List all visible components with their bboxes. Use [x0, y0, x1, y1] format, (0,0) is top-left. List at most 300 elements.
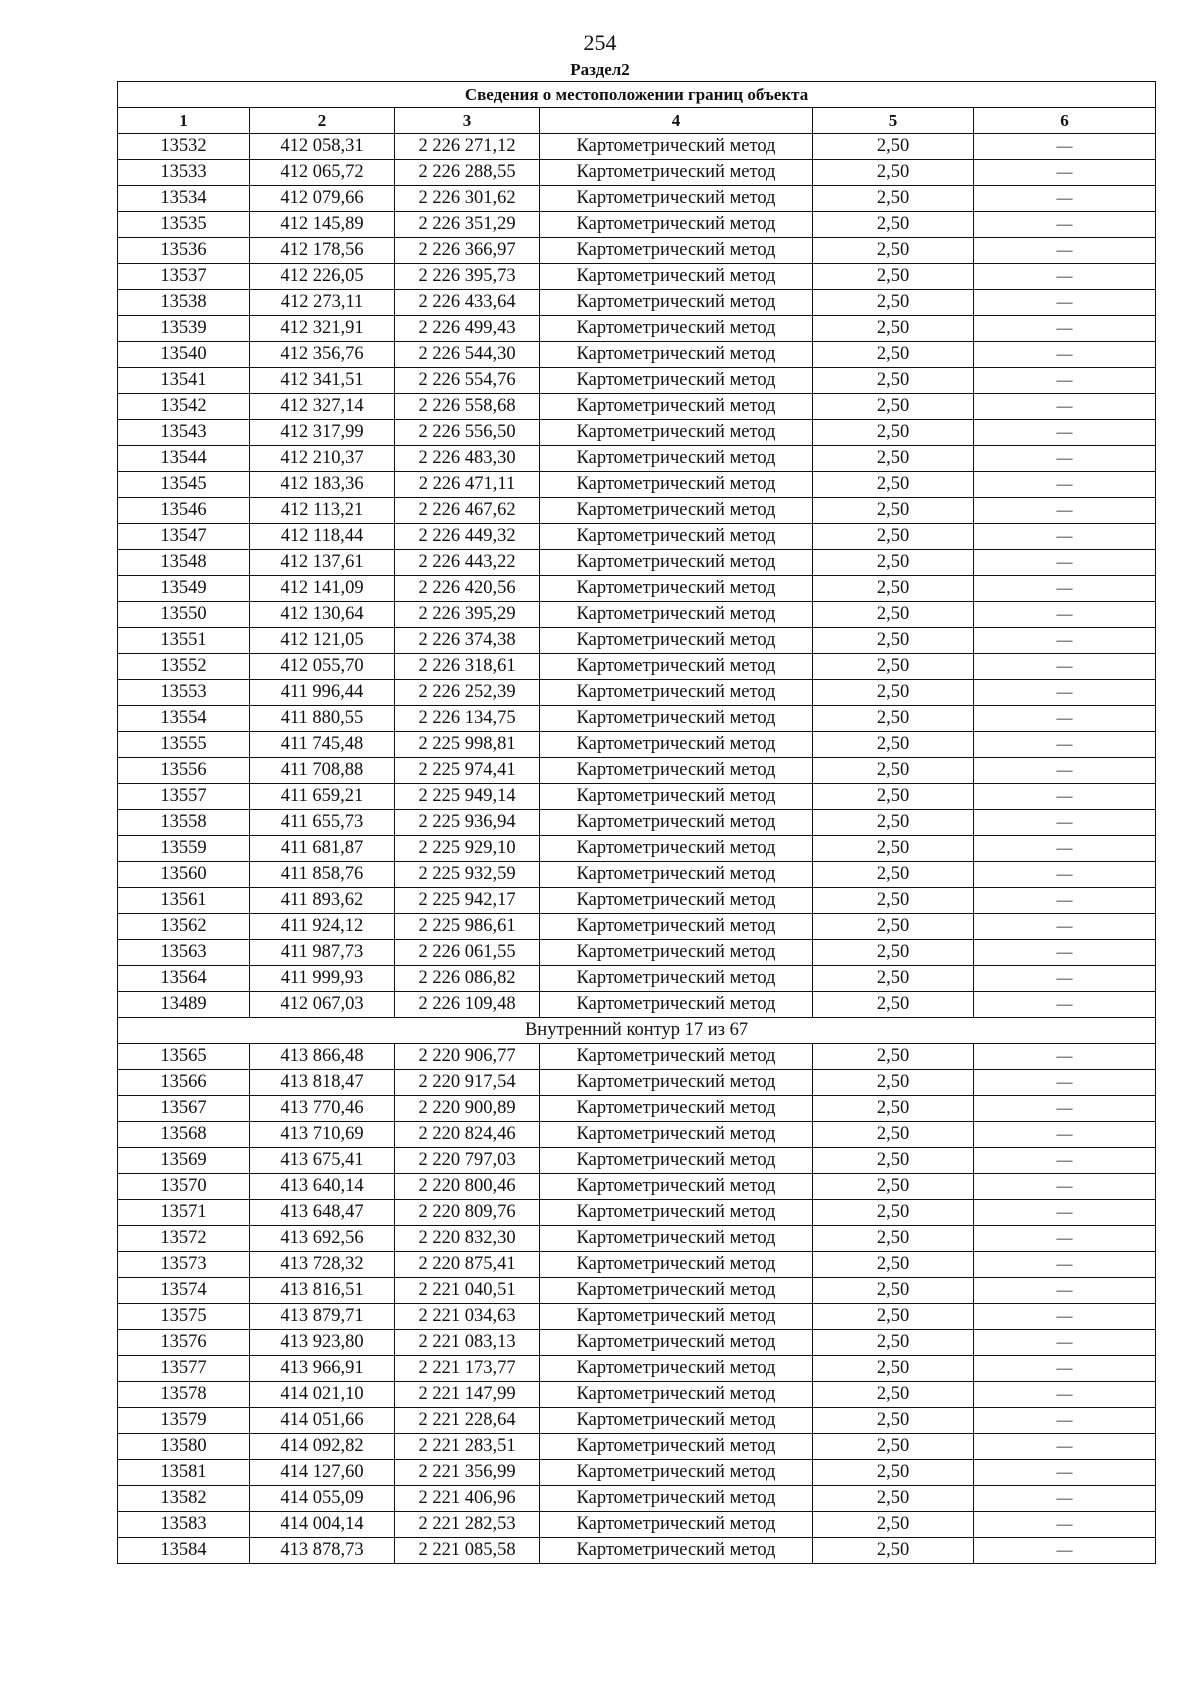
accuracy-cell: 2,50 [813, 1278, 974, 1304]
point-number-cell: 13489 [118, 992, 250, 1018]
accuracy-cell: 2,50 [813, 706, 974, 732]
note-cell: — [974, 498, 1156, 524]
x-coordinate-cell: 412 327,14 [250, 394, 395, 420]
table-row [118, 212, 1156, 238]
point-number-cell: 13578 [118, 1382, 250, 1408]
column-number: 4 [540, 108, 813, 134]
table-row [118, 394, 1156, 420]
y-coordinate-cell: 2 221 034,63 [395, 1304, 540, 1330]
accuracy-cell: 2,50 [813, 446, 974, 472]
point-number-cell: 13557 [118, 784, 250, 810]
method-cell: Картометрический метод [540, 732, 813, 758]
column-number: 1 [118, 108, 250, 134]
y-coordinate-cell: 2 225 932,59 [395, 862, 540, 888]
point-number-cell: 13542 [118, 394, 250, 420]
method-cell: Картометрический метод [540, 1382, 813, 1408]
accuracy-cell: 2,50 [813, 1226, 974, 1252]
table-row [118, 862, 1156, 888]
y-coordinate-cell: 2 221 406,96 [395, 1486, 540, 1512]
x-coordinate-cell: 412 137,61 [250, 550, 395, 576]
note-cell: — [974, 472, 1156, 498]
accuracy-cell: 2,50 [813, 1044, 974, 1070]
method-cell: Картометрический метод [540, 888, 813, 914]
accuracy-cell: 2,50 [813, 316, 974, 342]
point-number-cell: 13583 [118, 1512, 250, 1538]
x-coordinate-cell: 413 966,91 [250, 1356, 395, 1382]
method-cell: Картометрический метод [540, 342, 813, 368]
method-cell: Картометрический метод [540, 524, 813, 550]
x-coordinate-cell: 413 866,48 [250, 1044, 395, 1070]
table-caption-row [118, 82, 1156, 108]
accuracy-cell: 2,50 [813, 758, 974, 784]
table-row [118, 1512, 1156, 1538]
x-coordinate-cell: 413 923,80 [250, 1330, 395, 1356]
y-coordinate-cell: 2 221 356,99 [395, 1460, 540, 1486]
accuracy-cell: 2,50 [813, 628, 974, 654]
accuracy-cell: 2,50 [813, 1096, 974, 1122]
method-cell: Картометрический метод [540, 940, 813, 966]
table-row [118, 784, 1156, 810]
x-coordinate-cell: 411 880,55 [250, 706, 395, 732]
table-row [118, 550, 1156, 576]
x-coordinate-cell: 411 893,62 [250, 888, 395, 914]
method-cell: Картометрический метод [540, 160, 813, 186]
point-number-cell: 13548 [118, 550, 250, 576]
point-number-cell: 13562 [118, 914, 250, 940]
point-number-cell: 13575 [118, 1304, 250, 1330]
table-row [118, 1122, 1156, 1148]
accuracy-cell: 2,50 [813, 836, 974, 862]
x-coordinate-cell: 412 183,36 [250, 472, 395, 498]
y-coordinate-cell: 2 226 483,30 [395, 446, 540, 472]
method-cell: Картометрический метод [540, 1460, 813, 1486]
method-cell: Картометрический метод [540, 1434, 813, 1460]
method-cell: Картометрический метод [540, 602, 813, 628]
table-row [118, 160, 1156, 186]
table-row [118, 1356, 1156, 1382]
contour-row [118, 1018, 1156, 1044]
table-row [118, 1174, 1156, 1200]
y-coordinate-cell: 2 226 271,12 [395, 134, 540, 160]
y-coordinate-cell: 2 226 288,55 [395, 160, 540, 186]
note-cell: — [974, 602, 1156, 628]
x-coordinate-cell: 412 065,72 [250, 160, 395, 186]
point-number-cell: 13563 [118, 940, 250, 966]
note-cell: — [974, 836, 1156, 862]
note-cell: — [974, 680, 1156, 706]
contour-label: Внутренний контур 17 из 67 [118, 1018, 1156, 1044]
table-row [118, 1070, 1156, 1096]
x-coordinate-cell: 412 145,89 [250, 212, 395, 238]
method-cell: Картометрический метод [540, 836, 813, 862]
method-cell: Картометрический метод [540, 758, 813, 784]
y-coordinate-cell: 2 226 395,29 [395, 602, 540, 628]
method-cell: Картометрический метод [540, 1538, 813, 1564]
point-number-cell: 13573 [118, 1252, 250, 1278]
x-coordinate-cell: 412 067,03 [250, 992, 395, 1018]
table-row [118, 940, 1156, 966]
y-coordinate-cell: 2 220 800,46 [395, 1174, 540, 1200]
note-cell: — [974, 1512, 1156, 1538]
x-coordinate-cell: 412 273,11 [250, 290, 395, 316]
y-coordinate-cell: 2 225 936,94 [395, 810, 540, 836]
note-cell: — [974, 1356, 1156, 1382]
accuracy-cell: 2,50 [813, 1174, 974, 1200]
y-coordinate-cell: 2 220 917,54 [395, 1070, 540, 1096]
point-number-cell: 13561 [118, 888, 250, 914]
table-row [118, 186, 1156, 212]
accuracy-cell: 2,50 [813, 1408, 974, 1434]
point-number-cell: 13582 [118, 1486, 250, 1512]
y-coordinate-cell: 2 226 544,30 [395, 342, 540, 368]
method-cell: Картометрический метод [540, 1044, 813, 1070]
table-row [118, 1252, 1156, 1278]
note-cell: — [974, 862, 1156, 888]
point-number-cell: 13565 [118, 1044, 250, 1070]
method-cell: Картометрический метод [540, 862, 813, 888]
note-cell: — [974, 368, 1156, 394]
y-coordinate-cell: 2 220 832,30 [395, 1226, 540, 1252]
method-cell: Картометрический метод [540, 472, 813, 498]
method-cell: Картометрический метод [540, 1174, 813, 1200]
note-cell: — [974, 264, 1156, 290]
table-row [118, 1538, 1156, 1564]
table-row [118, 446, 1156, 472]
table-row [118, 758, 1156, 784]
point-number-cell: 13558 [118, 810, 250, 836]
y-coordinate-cell: 2 225 942,17 [395, 888, 540, 914]
x-coordinate-cell: 413 710,69 [250, 1122, 395, 1148]
note-cell: — [974, 810, 1156, 836]
accuracy-cell: 2,50 [813, 654, 974, 680]
method-cell: Картометрический метод [540, 238, 813, 264]
accuracy-cell: 2,50 [813, 1148, 974, 1174]
accuracy-cell: 2,50 [813, 576, 974, 602]
table-row [118, 810, 1156, 836]
table-row [118, 134, 1156, 160]
table-row [118, 1382, 1156, 1408]
x-coordinate-cell: 414 127,60 [250, 1460, 395, 1486]
table-row [118, 1278, 1156, 1304]
table-row [118, 472, 1156, 498]
table-row [118, 1330, 1156, 1356]
note-cell: — [974, 992, 1156, 1018]
x-coordinate-cell: 412 317,99 [250, 420, 395, 446]
point-number-cell: 13568 [118, 1122, 250, 1148]
note-cell: — [974, 1226, 1156, 1252]
table-row [118, 498, 1156, 524]
y-coordinate-cell: 2 226 061,55 [395, 940, 540, 966]
point-number-cell: 13580 [118, 1434, 250, 1460]
note-cell: — [974, 940, 1156, 966]
method-cell: Картометрический метод [540, 628, 813, 654]
accuracy-cell: 2,50 [813, 550, 974, 576]
accuracy-cell: 2,50 [813, 862, 974, 888]
method-cell: Картометрический метод [540, 784, 813, 810]
y-coordinate-cell: 2 226 554,76 [395, 368, 540, 394]
accuracy-cell: 2,50 [813, 784, 974, 810]
table-row [118, 316, 1156, 342]
method-cell: Картометрический метод [540, 1278, 813, 1304]
y-coordinate-cell: 2 226 443,22 [395, 550, 540, 576]
point-number-cell: 13574 [118, 1278, 250, 1304]
y-coordinate-cell: 2 221 173,77 [395, 1356, 540, 1382]
accuracy-cell: 2,50 [813, 888, 974, 914]
x-coordinate-cell: 413 675,41 [250, 1148, 395, 1174]
method-cell: Картометрический метод [540, 1356, 813, 1382]
table-row [118, 654, 1156, 680]
point-number-cell: 13550 [118, 602, 250, 628]
x-coordinate-cell: 414 092,82 [250, 1434, 395, 1460]
point-number-cell: 13566 [118, 1070, 250, 1096]
note-cell: — [974, 1070, 1156, 1096]
x-coordinate-cell: 412 058,31 [250, 134, 395, 160]
accuracy-cell: 2,50 [813, 914, 974, 940]
y-coordinate-cell: 2 220 824,46 [395, 1122, 540, 1148]
note-cell: — [974, 238, 1156, 264]
point-number-cell: 13538 [118, 290, 250, 316]
x-coordinate-cell: 412 341,51 [250, 368, 395, 394]
accuracy-cell: 2,50 [813, 498, 974, 524]
method-cell: Картометрический метод [540, 1252, 813, 1278]
method-cell: Картометрический метод [540, 1512, 813, 1538]
note-cell: — [974, 212, 1156, 238]
y-coordinate-cell: 2 226 301,62 [395, 186, 540, 212]
page-number: 254 [583, 30, 617, 55]
point-number-cell: 13560 [118, 862, 250, 888]
y-coordinate-cell: 2 220 875,41 [395, 1252, 540, 1278]
y-coordinate-cell: 2 225 974,41 [395, 758, 540, 784]
accuracy-cell: 2,50 [813, 1434, 974, 1460]
method-cell: Картометрический метод [540, 264, 813, 290]
note-cell: — [974, 654, 1156, 680]
method-cell: Картометрический метод [540, 1122, 813, 1148]
table-row [118, 1408, 1156, 1434]
accuracy-cell: 2,50 [813, 1486, 974, 1512]
point-number-cell: 13549 [118, 576, 250, 602]
y-coordinate-cell: 2 226 318,61 [395, 654, 540, 680]
method-cell: Картометрический метод [540, 992, 813, 1018]
method-cell: Картометрический метод [540, 1200, 813, 1226]
table-row [118, 1096, 1156, 1122]
point-number-cell: 13537 [118, 264, 250, 290]
note-cell: — [974, 1408, 1156, 1434]
note-cell: — [974, 290, 1156, 316]
table-row [118, 264, 1156, 290]
x-coordinate-cell: 411 745,48 [250, 732, 395, 758]
accuracy-cell: 2,50 [813, 1200, 974, 1226]
x-coordinate-cell: 412 178,56 [250, 238, 395, 264]
note-cell: — [974, 1538, 1156, 1564]
x-coordinate-cell: 412 130,64 [250, 602, 395, 628]
note-cell: — [974, 706, 1156, 732]
x-coordinate-cell: 414 004,14 [250, 1512, 395, 1538]
accuracy-cell: 2,50 [813, 1252, 974, 1278]
point-number-cell: 13579 [118, 1408, 250, 1434]
method-cell: Картометрический метод [540, 966, 813, 992]
point-number-cell: 13581 [118, 1460, 250, 1486]
x-coordinate-cell: 411 708,88 [250, 758, 395, 784]
point-number-cell: 13567 [118, 1096, 250, 1122]
table-row [118, 1148, 1156, 1174]
accuracy-cell: 2,50 [813, 472, 974, 498]
point-number-cell: 13547 [118, 524, 250, 550]
accuracy-cell: 2,50 [813, 264, 974, 290]
point-number-cell: 13545 [118, 472, 250, 498]
method-cell: Картометрический метод [540, 316, 813, 342]
accuracy-cell: 2,50 [813, 420, 974, 446]
y-coordinate-cell: 2 226 351,29 [395, 212, 540, 238]
y-coordinate-cell: 2 226 499,43 [395, 316, 540, 342]
y-coordinate-cell: 2 226 471,11 [395, 472, 540, 498]
note-cell: — [974, 1122, 1156, 1148]
method-cell: Картометрический метод [540, 1486, 813, 1512]
y-coordinate-cell: 2 221 228,64 [395, 1408, 540, 1434]
y-coordinate-cell: 2 226 366,97 [395, 238, 540, 264]
accuracy-cell: 2,50 [813, 940, 974, 966]
point-number-cell: 13556 [118, 758, 250, 784]
x-coordinate-cell: 413 878,73 [250, 1538, 395, 1564]
accuracy-cell: 2,50 [813, 966, 974, 992]
x-coordinate-cell: 412 141,09 [250, 576, 395, 602]
point-number-cell: 13534 [118, 186, 250, 212]
note-cell: — [974, 186, 1156, 212]
table-row [118, 1486, 1156, 1512]
note-cell: — [974, 160, 1156, 186]
y-coordinate-cell: 2 226 433,64 [395, 290, 540, 316]
x-coordinate-cell: 412 118,44 [250, 524, 395, 550]
accuracy-cell: 2,50 [813, 732, 974, 758]
table-row [118, 602, 1156, 628]
point-number-cell: 13552 [118, 654, 250, 680]
accuracy-cell: 2,50 [813, 1330, 974, 1356]
accuracy-cell: 2,50 [813, 160, 974, 186]
note-cell: — [974, 732, 1156, 758]
note-cell: — [974, 1382, 1156, 1408]
method-cell: Картометрический метод [540, 1096, 813, 1122]
x-coordinate-cell: 411 655,73 [250, 810, 395, 836]
accuracy-cell: 2,50 [813, 290, 974, 316]
method-cell: Картометрический метод [540, 680, 813, 706]
table-row [118, 836, 1156, 862]
table-row [118, 1304, 1156, 1330]
point-number-cell: 13555 [118, 732, 250, 758]
table-row [118, 342, 1156, 368]
y-coordinate-cell: 2 220 906,77 [395, 1044, 540, 1070]
x-coordinate-cell: 413 818,47 [250, 1070, 395, 1096]
accuracy-cell: 2,50 [813, 1460, 974, 1486]
note-cell: — [974, 758, 1156, 784]
note-cell: — [974, 1096, 1156, 1122]
point-number-cell: 13539 [118, 316, 250, 342]
x-coordinate-cell: 411 858,76 [250, 862, 395, 888]
x-coordinate-cell: 413 692,56 [250, 1226, 395, 1252]
point-number-cell: 13535 [118, 212, 250, 238]
y-coordinate-cell: 2 226 558,68 [395, 394, 540, 420]
accuracy-cell: 2,50 [813, 1304, 974, 1330]
y-coordinate-cell: 2 226 420,56 [395, 576, 540, 602]
note-cell: — [974, 576, 1156, 602]
y-coordinate-cell: 2 221 147,99 [395, 1382, 540, 1408]
y-coordinate-cell: 2 226 109,48 [395, 992, 540, 1018]
table-row [118, 524, 1156, 550]
accuracy-cell: 2,50 [813, 394, 974, 420]
table-row [118, 680, 1156, 706]
note-cell: — [974, 550, 1156, 576]
y-coordinate-cell: 2 225 929,10 [395, 836, 540, 862]
y-coordinate-cell: 2 226 449,32 [395, 524, 540, 550]
accuracy-cell: 2,50 [813, 238, 974, 264]
accuracy-cell: 2,50 [813, 680, 974, 706]
note-cell: — [974, 1252, 1156, 1278]
note-cell: — [974, 914, 1156, 940]
note-cell: — [974, 524, 1156, 550]
table-row [118, 966, 1156, 992]
x-coordinate-cell: 414 051,66 [250, 1408, 395, 1434]
table-row [118, 732, 1156, 758]
x-coordinate-cell: 414 055,09 [250, 1486, 395, 1512]
point-number-cell: 13577 [118, 1356, 250, 1382]
note-cell: — [974, 394, 1156, 420]
y-coordinate-cell: 2 221 083,13 [395, 1330, 540, 1356]
table-row [118, 628, 1156, 654]
y-coordinate-cell: 2 226 086,82 [395, 966, 540, 992]
point-number-cell: 13569 [118, 1148, 250, 1174]
table-row [118, 1460, 1156, 1486]
note-cell: — [974, 628, 1156, 654]
x-coordinate-cell: 411 681,87 [250, 836, 395, 862]
point-number-cell: 13546 [118, 498, 250, 524]
table-row [118, 1434, 1156, 1460]
method-cell: Картометрический метод [540, 1304, 813, 1330]
accuracy-cell: 2,50 [813, 602, 974, 628]
column-number-row [118, 108, 1156, 134]
table-row [118, 914, 1156, 940]
table-row [118, 290, 1156, 316]
point-number-cell: 13570 [118, 1174, 250, 1200]
y-coordinate-cell: 2 226 395,73 [395, 264, 540, 290]
column-number: 5 [813, 108, 974, 134]
y-coordinate-cell: 2 226 252,39 [395, 680, 540, 706]
x-coordinate-cell: 411 999,93 [250, 966, 395, 992]
note-cell: — [974, 134, 1156, 160]
column-number: 6 [974, 108, 1156, 134]
point-number-cell: 13584 [118, 1538, 250, 1564]
y-coordinate-cell: 2 220 809,76 [395, 1200, 540, 1226]
table-caption: Сведения о местоположении границ объекта [118, 82, 1156, 108]
method-cell: Картометрический метод [540, 290, 813, 316]
point-number-cell: 13553 [118, 680, 250, 706]
x-coordinate-cell: 411 996,44 [250, 680, 395, 706]
method-cell: Картометрический метод [540, 654, 813, 680]
x-coordinate-cell: 411 924,12 [250, 914, 395, 940]
point-number-cell: 13544 [118, 446, 250, 472]
note-cell: — [974, 1148, 1156, 1174]
note-cell: — [974, 1044, 1156, 1070]
point-number-cell: 13540 [118, 342, 250, 368]
method-cell: Картометрический метод [540, 394, 813, 420]
note-cell: — [974, 342, 1156, 368]
x-coordinate-cell: 413 728,32 [250, 1252, 395, 1278]
method-cell: Картометрический метод [540, 1408, 813, 1434]
y-coordinate-cell: 2 220 900,89 [395, 1096, 540, 1122]
note-cell: — [974, 420, 1156, 446]
coordinates-table [117, 81, 1156, 1564]
note-cell: — [974, 1304, 1156, 1330]
y-coordinate-cell: 2 225 986,61 [395, 914, 540, 940]
accuracy-cell: 2,50 [813, 992, 974, 1018]
table-row [118, 1200, 1156, 1226]
